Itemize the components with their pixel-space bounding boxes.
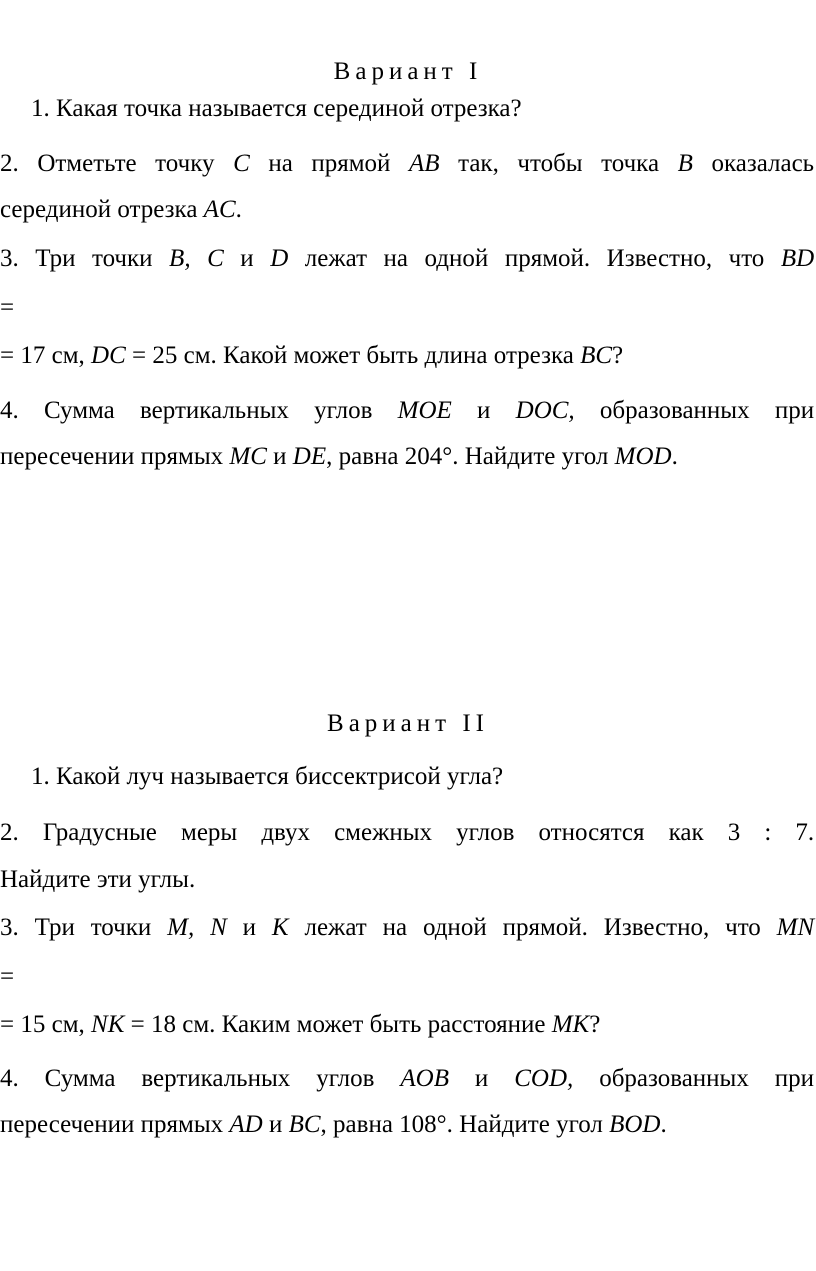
v1-question-4-line-1: 4. Сумма вертикальных углов MOE и DOC, образованных при: [0, 397, 815, 424]
v2-question-3-line-2: = 15 см, NK = 18 см. Каким может быть расстояние MK?: [0, 1011, 601, 1038]
variant-1-title: Вариант I: [333, 58, 483, 85]
v1-question-4-line-2: пересечении прямых MC и DE, равна 204°. Найдите угол MOD.: [0, 443, 678, 470]
v1-question-1: 1. Какая точка называется серединой отрезка?: [31, 95, 522, 122]
v1-question-3-eq: =: [0, 294, 15, 321]
variant-2-title: Вариант II: [327, 710, 489, 737]
v2-question-4-line-2: пересечении прямых AD и BC, равна 108°. Найдите угол BOD.: [0, 1111, 667, 1138]
v2-question-1: 1. Какой луч называется биссектрисой угла?: [31, 763, 504, 790]
v1-question-3-line-2: = 17 см, DC = 25 см. Какой может быть длина отрезка BC?: [0, 342, 624, 369]
v2-question-2-line-1: 2. Градусные меры двух смежных углов относятся как 3 : 7.: [0, 819, 815, 846]
v1-question-2-line-1: 2. Отметьте точку C на прямой AB так, чтобы точка B оказалась: [0, 150, 815, 177]
v1-question-2-line-2: серединой отрезка AC.: [0, 196, 242, 223]
v2-question-3-eq: =: [0, 963, 15, 990]
v2-question-2-line-2: Найдите эти углы.: [0, 866, 196, 893]
v1-question-3-line-1: 3. Три точки B, C и D лежат на одной прямой. Известно, что BD: [0, 245, 815, 272]
v2-question-3-line-1: 3. Три точки M, N и K лежат на одной прямой. Известно, что MN: [0, 914, 815, 941]
v2-question-4-line-1: 4. Сумма вертикальных углов AOB и COD, образованных при: [0, 1065, 815, 1092]
